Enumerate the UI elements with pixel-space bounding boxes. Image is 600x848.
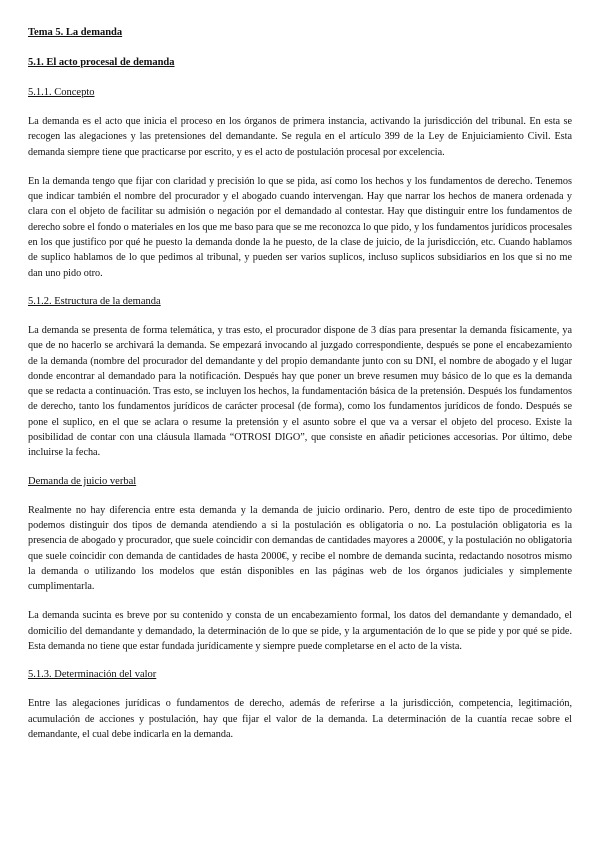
paragraph-concepto-1: La demanda es el acto que inicia el proceso en los órganos de primera instancia, activando la jurisdicción del tribunal. En esta se recogen las alegaciones y las pretensiones del demandante. Se regula en el artículo 399 de la Ley de Enjuiciamiento Civil. Esta demanda siempre tiene que practicarse por escrito, y es el acto de postulación procesal por excelencia. (28, 116, 572, 158)
paragraph-juicio-verbal-1: Realmente no hay diferencia entre esta demanda y la demanda de juicio ordinario. Pero, dentro de este tipo de procedimiento podemos distinguir dos tipos de demanda atendiendo a si la postulación es obligatoria o no. La postulación obligatoria es la presencia de abogado y procurador, que suele coincidir con demandas de cantidades mayores a 2000€, y la postulación no obligatoria que suele coincidir con demanda de cantidades de hasta 2000€, y recibe el nombre de demanda sucinta, redactando nosotros mismo la demanda o utilizando los modelos que están disponibles en las páginas web de los órganos judiciales y simplemente cumplimentarla. (28, 504, 572, 593)
paragraph-estructura-1: La demanda se presenta de forma telemática, y tras esto, el procurador dispone de 3 días para presentar la demanda físicamente, ya que de no hacerlo se archivará la demanda. Se empezará invocando al juzgado correspondiente, después se pone el encabezamiento de la demanda (nombre del procurador del demandante y del propio demandante junto con su DNI, el nombre de abogado y el lugar donde encontrar al demandado para la notificación. Después hay que poner un breve resumen muy básico de lo que es la demanda que se redacta a continuación. Tras esto, se incluyen los hechos, la fundamentación básica de la pretensión. Después los fundamentos de derecho, tanto los fundamentos jurídicos de carácter procesal (de forma), como los fundamentos jurídicos de fondo. Después se pone el suplico, en el que se aclara o resume la pretensión y el asunto sobre el que va a versar el objeto del proceso. Existe la posibilidad de contar con una cláusula llamada “OTROSI DIGO”, que consiste en añadir peticiones accesorias. Por último, debe incluirse la fecha. (28, 324, 572, 459)
section-heading-5-1-1: 5.1.1. Concepto (28, 87, 95, 98)
document-title: Tema 5. La demanda (28, 27, 123, 38)
section-heading-5-1-3: 5.1.3. Determinación del valor (28, 669, 157, 681)
paragraph-concepto-2: En la demanda tengo que fijar con claridad y precisión lo que se pida, así como los hechos y los fundamentos de derecho. Tenemos que indicar también el nombre del procurador y el abogado cuando intervengan. Hay que narrar los hechos de manera ordenada y clara con el objeto de facilitar su admisión o negación por el demandado al contestar. Hay que distinguir entre los fundamentos de derecho sobre el fondo o materiales en los que me baso para que se me reconozca lo que pido, y los fundamentos jurídicos procesales en los que justifico por qué he puesto la demanda donde la he puesto, de la clase de juicio, de la jurisdicción, etc. Cuando hablamos de suplico hablamos de lo que pedimos al tribunal, y pueden ser varios suplicos, incluso suplicos subsidiarios en los que si no me dan uno pido otro. (28, 175, 572, 279)
paragraph-valor-1: Entre las alegaciones jurídicas o fundamentos de derecho, además de referirse a la jurisdicción, competencia, legitimación, acumulación de acciones y postulación, hay que fijar el valor de la demanda. La determinación de la cuantía recae sobre el demandante, el cual debe indicarla en la demanda. (28, 698, 572, 740)
section-heading-5-1: 5.1. El acto procesal de demanda (28, 57, 175, 68)
section-heading-juicio-verbal: Demanda de juicio verbal (28, 475, 137, 487)
document-page (28, 26, 572, 756)
section-heading-5-1-2: 5.1.2. Estructura de la demanda (28, 295, 161, 307)
paragraph-juicio-verbal-2: La demanda sucinta es breve por su contenido y consta de un encabezamiento formal, los datos del demandante y demandado, el domicilio del demandante y demandado, la determinación de lo que se pide, y la argumentación de lo que se pide y por qué se pide. Esta demanda no tiene que estar fundada jurídicamente y siempre puede completarse en el acto de la vista. (28, 610, 572, 653)
